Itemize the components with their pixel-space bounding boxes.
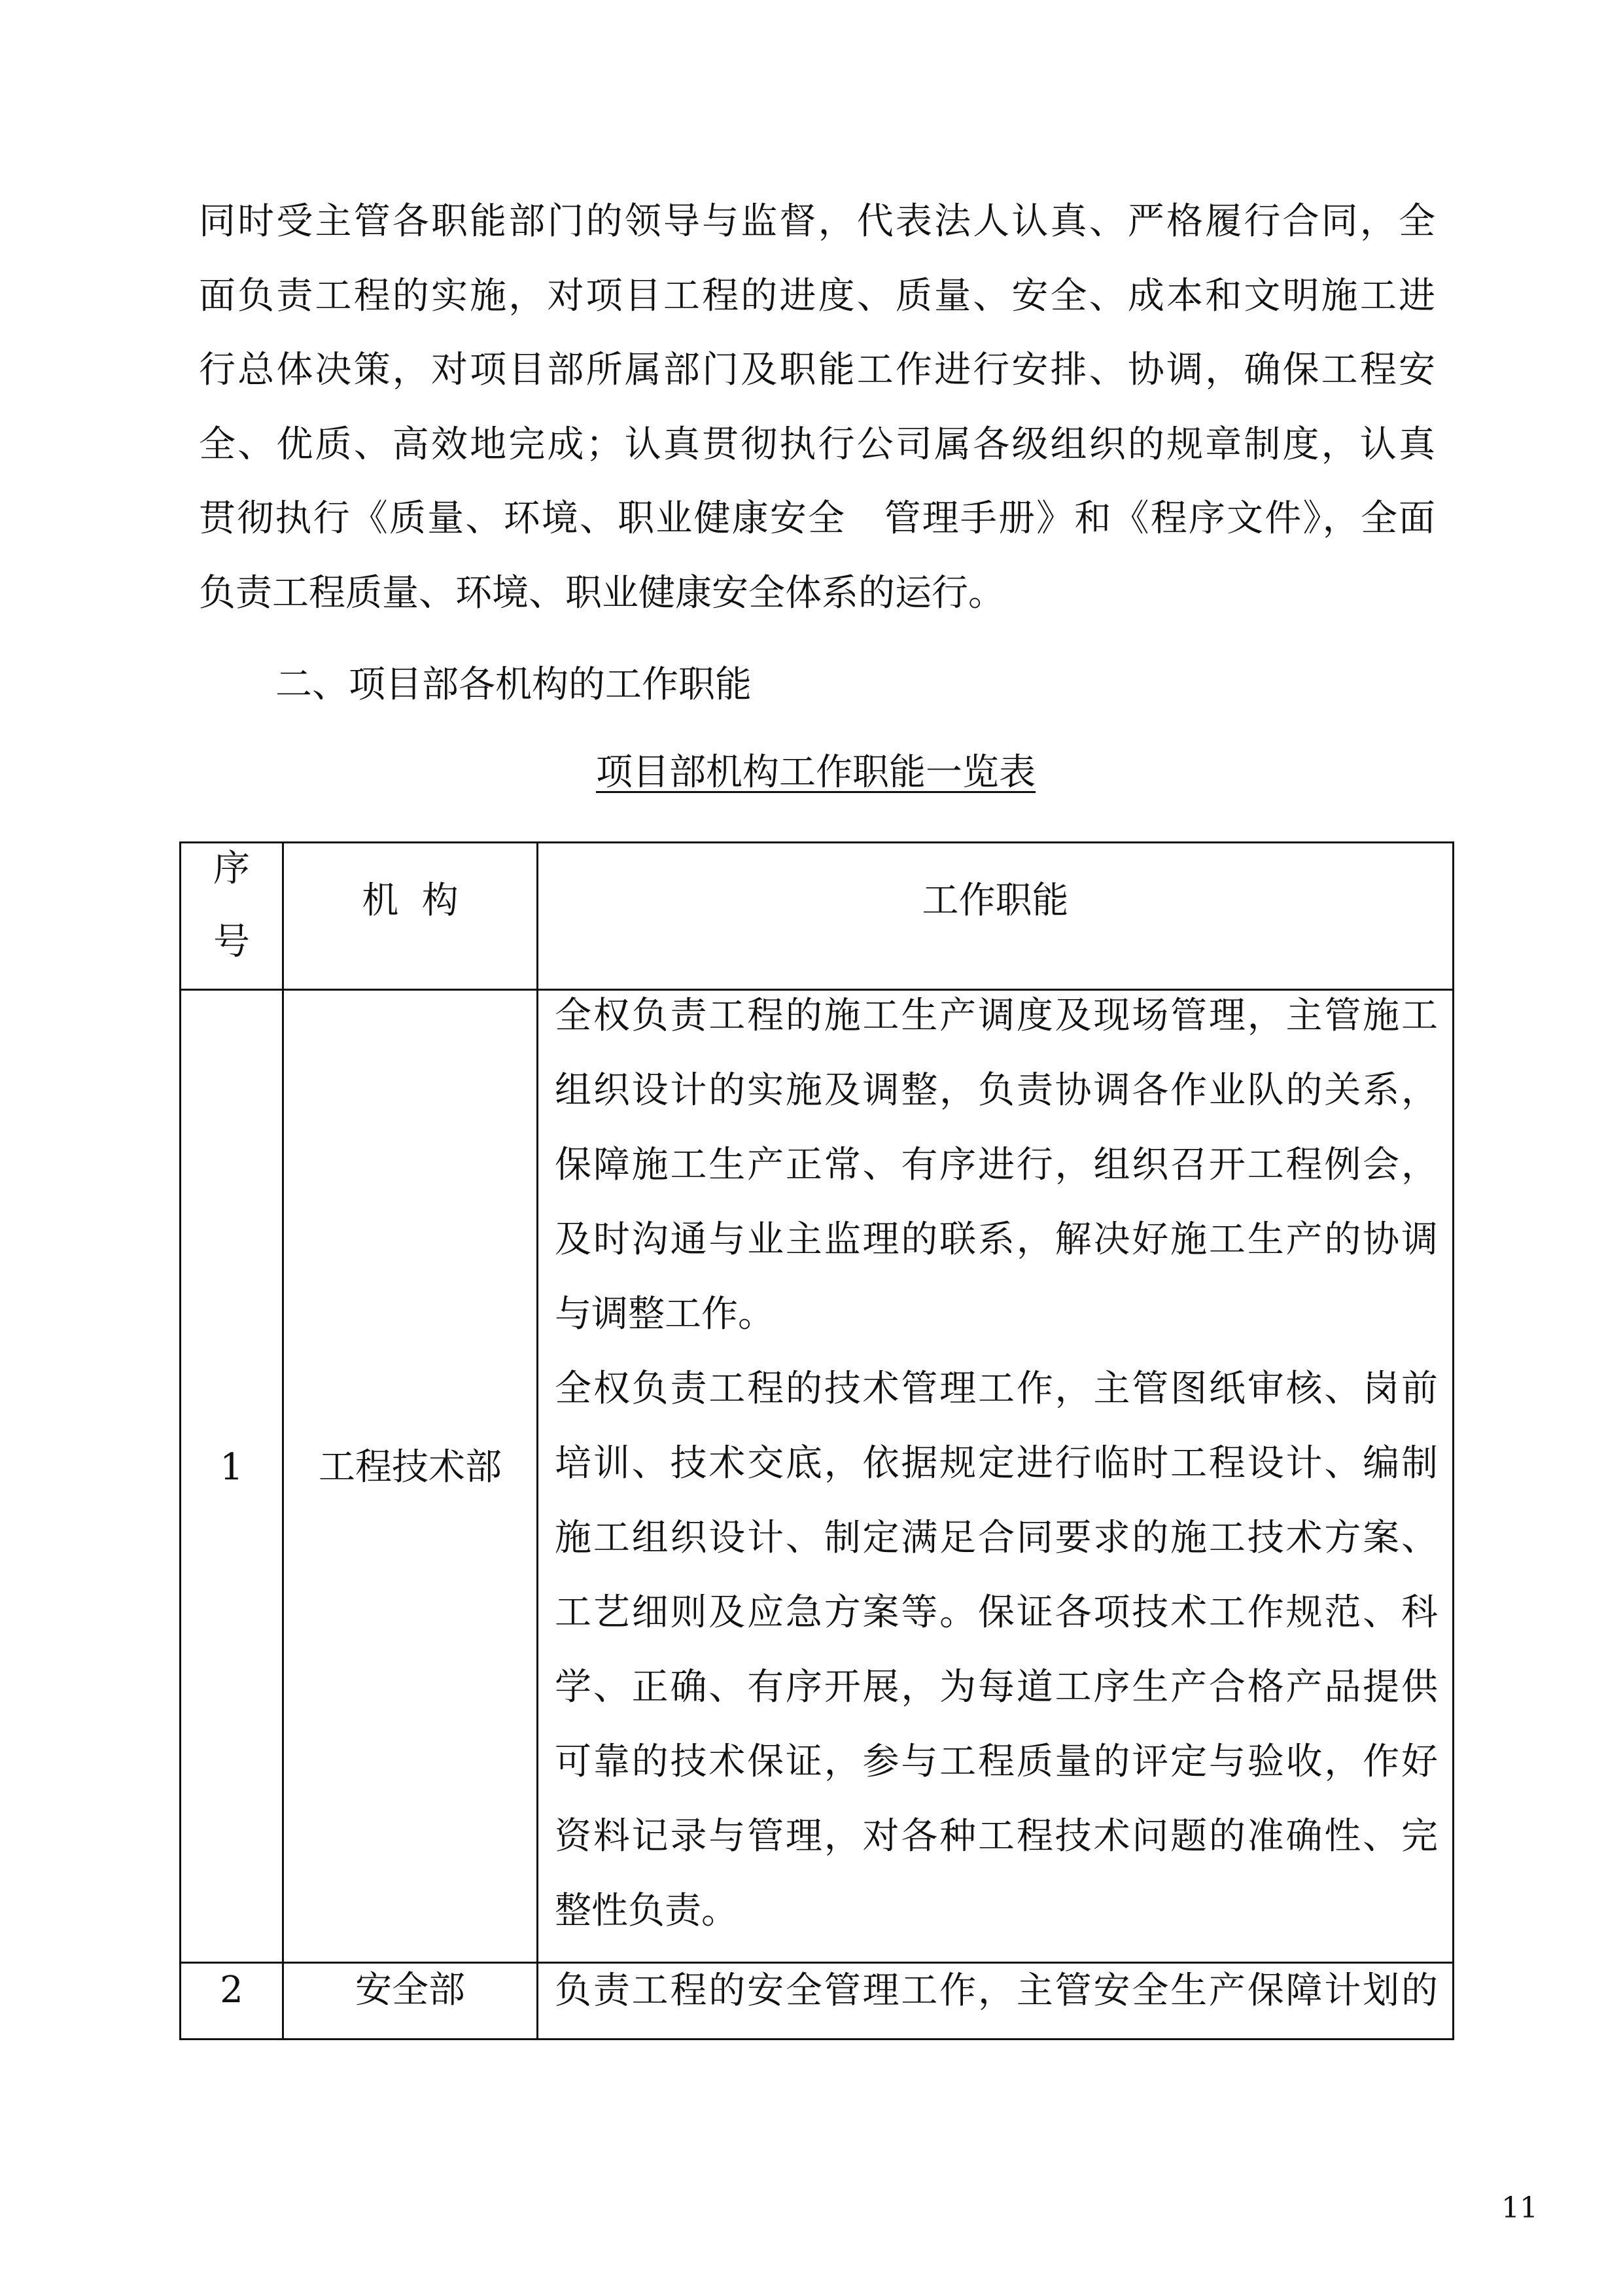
function-line: 工艺细则及应急方案等。保证各项技术工作规范、科 <box>555 1591 1438 1634</box>
table-title: 项目部机构工作职能一览表 <box>596 751 1036 794</box>
table-border <box>1452 841 1454 2040</box>
function-line: 组织设计的实施及调整，负责协调各作业队的关系， <box>555 1069 1438 1112</box>
header-seq-bottom: 号 <box>213 921 250 963</box>
function-line: 施工组织设计、制定满足合同要求的施工技术方案、 <box>555 1517 1438 1559</box>
header-seq-top: 序 <box>213 847 250 890</box>
row-seq: 2 <box>220 1969 243 2011</box>
function-line: 及时沟通与业主监理的联系，解决好施工生产的协调 <box>555 1218 1438 1261</box>
paragraph-line: 同时受主管各职能部门的领导与监督，代表法人认真、严格履行合同，全 <box>199 200 1435 243</box>
table-border <box>282 841 284 2040</box>
row-seq: 1 <box>220 1446 243 1489</box>
table-border <box>180 841 1454 843</box>
table-border <box>536 841 538 2040</box>
table-border <box>180 2038 1454 2040</box>
header-org: 机 构 <box>362 879 459 922</box>
table-title-wrap <box>0 735 1623 809</box>
header-function: 工作职能 <box>922 879 1069 922</box>
paragraph-line: 全、优质、高效地完成；认真贯彻执行公司属各级组织的规章制度，认真 <box>199 423 1435 466</box>
function-line: 整性负责。 <box>555 1890 738 1932</box>
function-line: 资料记录与管理，对各种工程技术问题的准确性、完 <box>555 1815 1438 1858</box>
function-line: 学、正确、有序开展，为每道工序生产合格产品提供 <box>555 1666 1438 1708</box>
function-line: 与调整工作。 <box>555 1293 775 1335</box>
paragraph-line: 行总体决策，对项目部所属部门及职能工作进行安排、协调，确保工程安 <box>199 349 1435 391</box>
function-line: 全权负责工程的施工生产调度及现场管理，主管施工 <box>555 995 1438 1037</box>
paragraph-line: 负责工程质量、环境、职业健康安全体系的运行。 <box>199 571 1005 614</box>
page-number: 11 <box>1501 2191 1538 2225</box>
table-border <box>179 841 181 2040</box>
section-heading: 二、项目部各机构的工作职能 <box>275 663 752 706</box>
paragraph-line: 面负责工程的实施，对项目工程的进度、质量、安全、成本和文明施工进 <box>199 274 1435 317</box>
function-line: 培训、技术交底，依据规定进行临时工程设计、编制 <box>555 1442 1438 1485</box>
row-org: 工程技术部 <box>319 1446 502 1489</box>
function-line: 可靠的技术保证，参与工程质量的评定与验收，作好 <box>555 1740 1438 1783</box>
row-org: 安全部 <box>355 1969 465 2011</box>
function-line: 负责工程的安全管理工作，主管安全生产保障计划的 <box>555 1969 1438 2012</box>
paragraph-line: 贯彻执行《质量、环境、职业健康安全 管理手册》和《程序文件》，全面 <box>199 497 1435 540</box>
function-line: 保障施工生产正常、有序进行，组织召开工程例会， <box>555 1144 1438 1186</box>
function-line: 全权负责工程的技术管理工作，主管图纸审核、岗前 <box>555 1368 1438 1410</box>
